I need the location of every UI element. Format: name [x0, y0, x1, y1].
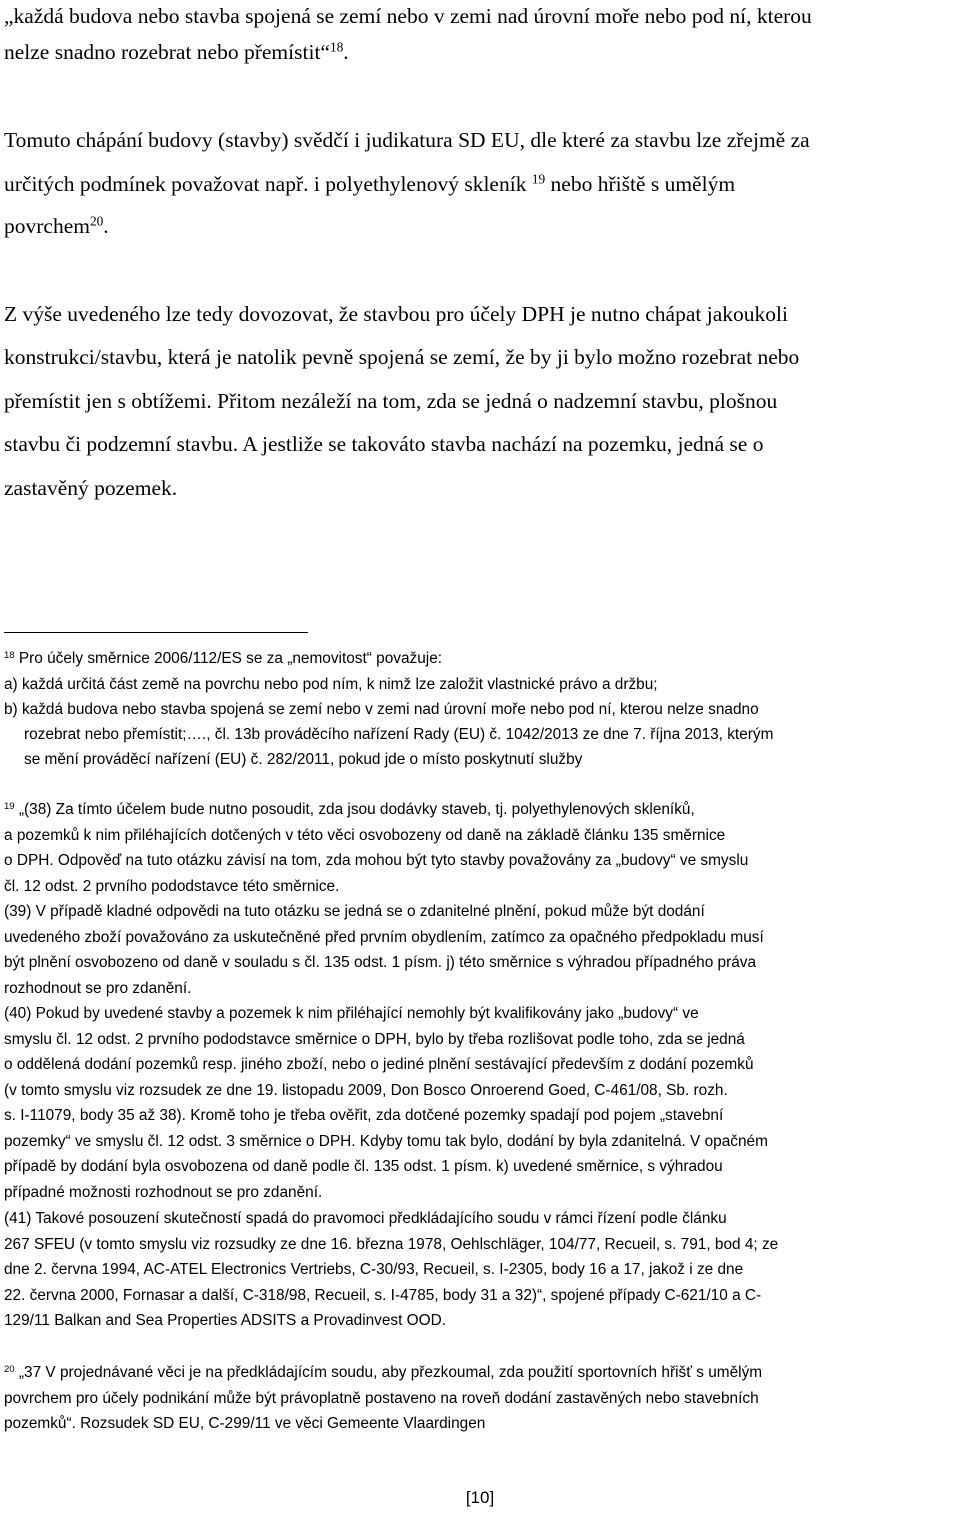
footnote-18-line: b) každá budova nebo stavba spojená se zemí nebo v zemi nad úrovní moře nebo pod ní, kterou nelze snadno	[4, 701, 759, 718]
footnote-19-line: rozhodnout se pro zdanění.	[4, 980, 192, 997]
footnote-19-line: (39) V případě kladné odpovědi na tuto otázku se jedná se o zdanitelné plnění, pokud může být dodání	[4, 903, 705, 920]
footnote-ref: 19	[531, 171, 546, 187]
body-line: konstrukci/stavbu, která je natolik pevně spojená se zemí, že by ji bylo možno rozebrat nebo	[4, 345, 800, 369]
body-line: Tomuto chápání budovy (stavby) svědčí i judikatura SD EU, dle které za stavbu lze zřejmě za	[4, 128, 810, 152]
body-line	[4, 172, 735, 197]
footnote-20-line: pozemků“. Rozsudek SD EU, C-299/11 ve věci Gemeente Vlaardingen	[4, 1415, 486, 1432]
footnote-19-line: uvedeného zboží považováno za uskutečněné před prvním obydlením, zatímco za opačného předpokladu musí	[4, 929, 764, 946]
body-line: stavbu či podzemní stavbu. A jestliže se takováto stavba nachází na pozemku, jedná se o	[4, 432, 764, 456]
footnote-19-line: případě by dodání byla osvobozena od daně podle čl. 135 odst. 1 písm. k) uvedené směrnice, s výhradou	[4, 1158, 723, 1175]
footnote-19-line: a pozemků k nim přiléhajících dotčených v této věci osvobozeny od daně na základě článku 135 směrnice	[4, 827, 726, 844]
footnote-19-line: pozemky“ ve smyslu čl. 12 odst. 3 směrnice o DPH. Kdyby tomu tak bylo, dodání by byla zdanitelná. V opačném	[4, 1133, 768, 1150]
footnote-19-line: smyslu čl. 12 odst. 2 prvního pododstavce směrnice o DPH, bylo by třeba rozlišovat podle toho, zda se jedná	[4, 1031, 745, 1048]
footnote-19-line: 22. června 2000, Fornasar a další, C-318/98, Recueil, s. I-4785, body 31 a 32)“, spojené případy C-621/10 a C-	[4, 1287, 762, 1304]
footnote-19-line: případné možnosti rozhodnout se pro zdanění.	[4, 1184, 323, 1201]
footnote-text: „(38) Za tímto účelem bude nutno posoudit, zda jsou dodávky staveb, tj. polyethylenových skleníků,	[18, 801, 695, 818]
body-text: .	[103, 214, 109, 238]
footnote-20-line: povrchem pro účely podnikání může být právoplatně postaveno na roveň dodání zastavěných nebo stavebních	[4, 1390, 759, 1407]
body-line: přemístit jen s obtížemi. Přitom nezáleží na tom, zda se jedná o nadzemní stavbu, plošnou	[4, 389, 778, 413]
footnote-19-line: 129/11 Balkan and Sea Properties ADSITS a Provadinvest OOD.	[4, 1312, 447, 1329]
footnote-20-line	[4, 1364, 762, 1382]
footnote-18-line: rozebrat nebo přemístit;…., čl. 13b prováděcího nařízení Rady (EU) č. 1042/2013 ze dne 7. října 2013, kterým	[24, 726, 774, 743]
footnote-separator	[4, 632, 308, 633]
footnote-19-line: s. I-11079, body 35 až 38). Kromě toho je třeba ověřit, zda dotčené pozemky spadají pod pojem „stavební	[4, 1107, 724, 1124]
body-line	[4, 214, 109, 239]
footnote-19-line: čl. 12 odst. 2 prvního pododstavce této směrnice.	[4, 878, 340, 895]
body-text: nebo hřiště s umělým	[550, 172, 736, 196]
body-line	[4, 40, 349, 65]
footnote-18-line: a) každá určitá část země na povrchu nebo pod ním, k nimž lze založit vlastnické právo a držbu;	[4, 676, 658, 693]
footnote-ref: 18	[329, 39, 344, 55]
body-line: zastavěný pozemek.	[4, 476, 178, 500]
footnote-19-line: (v tomto smyslu viz rozsudek ze dne 19. listopadu 2009, Don Bosco Onroerend Goed, C-461/08, Sb. rozh.	[4, 1082, 728, 1099]
footnote-19-line: (40) Pokud by uvedené stavby a pozemek k nim přiléhající nemohly být kvalifikovány jako „budovy“ ve	[4, 1005, 699, 1022]
body-line: Z výše uvedeného lze tedy dovozovat, že stavbou pro účely DPH je nutno chápat jakoukoli	[4, 302, 788, 326]
footnote-text: „37 V projednávané věci je na předkládajícím soudu, aby přezkoumal, zda použití sportovních hřišť s umělým	[18, 1364, 763, 1381]
footnote-19-line: dne 2. června 1994, AC-ATEL Electronics Vertriebs, C-30/93, Recueil, s. I-2305, body 16 a 17, jakož i ze dne	[4, 1261, 744, 1278]
footnote-19-line: o DPH. Odpověď na tuto otázku závisí na tom, zda mohou být tyto stavby považovány za „budovy“ ve smyslu	[4, 852, 749, 869]
body-text: .	[343, 40, 349, 64]
footnote-number: 20	[4, 1363, 15, 1375]
footnote-18-line	[4, 650, 442, 668]
footnote-number: 19	[4, 800, 15, 812]
body-text: povrchem	[4, 214, 90, 238]
footnote-19-line: být plnění osvobozeno od daně v souladu s čl. 135 odst. 1 písm. j) této směrnice s výhradou případného práva	[4, 954, 757, 971]
body-text: nelze snadno rozebrat nebo přemístit“	[4, 40, 330, 64]
footnote-ref: 20	[89, 213, 104, 229]
footnote-18-line: se mění prováděcí nařízení (EU) č. 282/2011, pokud jde o místo poskytnutí služby	[24, 751, 583, 768]
body-text: určitých podmínek považovat např. i polyethylenový skleník	[4, 172, 527, 196]
body-line: „každá budova nebo stavba spojená se zemí nebo v zemi nad úrovní moře nebo pod ní, kterou	[4, 4, 812, 28]
footnote-19-line: (41) Takové posouzení skutečností spadá do pravomoci předkládajícího soudu v rámci řízení podle článku	[4, 1210, 727, 1227]
footnote-19-line: 267 SFEU (v tomto smyslu viz rozsudky ze dne 16. března 1978, Oehlschläger, 104/77, Recueil, s. 791, bod 4; ze	[4, 1236, 779, 1253]
footnote-number: 18	[4, 649, 15, 661]
footnote-19-line: o oddělená dodání pozemků resp. jiného zboží, nebo o jediné plnění sestávající především z dodání pozemků	[4, 1056, 754, 1073]
page-number: [10]	[465, 1488, 495, 1507]
footnote-text: Pro účely směrnice 2006/112/ES se za „nemovitost“ považuje:	[18, 650, 443, 667]
footnote-19-line	[4, 801, 695, 819]
